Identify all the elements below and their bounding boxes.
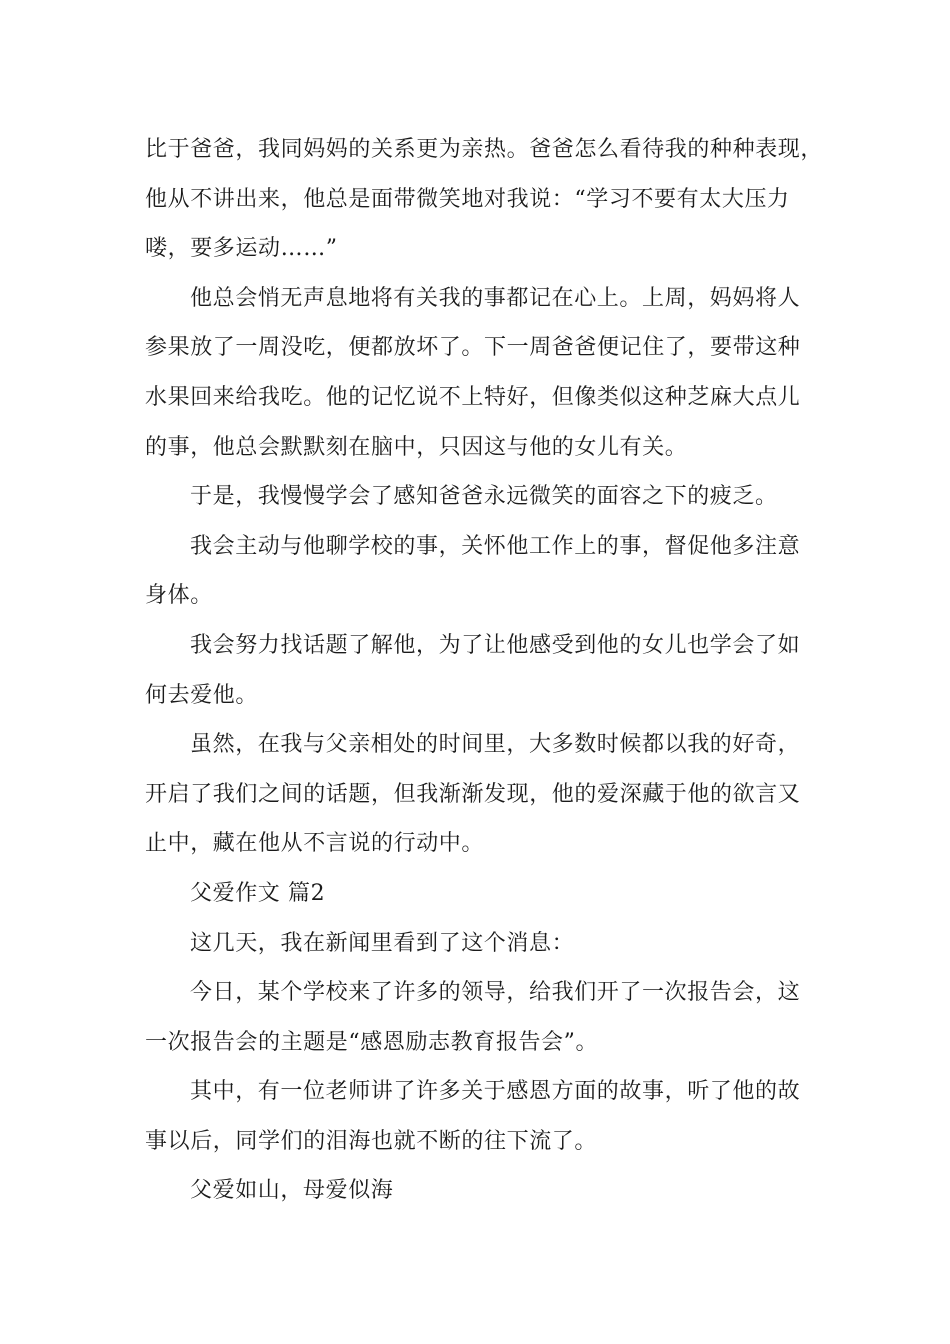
text-line: 比于爸爸，我同妈妈的关系更为亲热。爸爸怎么看待我的种种表现， (145, 137, 824, 162)
text-line: 参果放了一周没吃，便都放坏了。下一周爸爸便记住了，要带这种 (145, 335, 801, 361)
text-line: 何去爱他。 (145, 682, 259, 708)
text-line: 他总会悄无声息地将有关我的事都记在心上。上周，妈妈将人 (190, 285, 801, 311)
text-line: 虽然，在我与父亲相处的时间里，大多数时候都以我的好奇， (190, 732, 801, 758)
paragraph-6 (145, 720, 810, 869)
paragraph-7 (145, 919, 810, 969)
text-line: 这几天，我在新闻里看到了这个消息： (190, 930, 575, 956)
text-line: 父爱如山，母爱似海 (190, 1178, 394, 1204)
paragraph-9 (145, 1067, 810, 1166)
text-line: 今日，某个学校来了许多的领导，给我们开了一次报告会，这 (190, 980, 801, 1006)
text-line: 他从不讲出来，他总是面带微笑地对我说：“学习不要有太大压力 (145, 186, 790, 212)
paragraph-4 (145, 522, 810, 621)
text-line: 我会努力找话题了解他，为了让他感受到他的女儿也学会了如 (190, 632, 801, 658)
text-line: 于是，我慢慢学会了感知爸爸永远微笑的面容之下的疲乏。 (190, 484, 778, 510)
text-line: 身体。 (145, 583, 213, 609)
text-line: 止中，藏在他从不言说的行动中。 (145, 831, 485, 857)
section-heading (145, 869, 810, 919)
heading-text: 父爱作文 篇2 (190, 880, 326, 906)
text-line: 喽，要多运动……” (145, 236, 338, 262)
text-line: 一次报告会的主题是“感恩励志教育报告会”。 (145, 1029, 599, 1055)
text-line: 其中，有一位老师讲了许多关于感恩方面的故事，听了他的故 (190, 1079, 801, 1105)
text-line: 我会主动与他聊学校的事，关怀他工作上的事，督促他多注意 (190, 533, 801, 559)
paragraph-3 (145, 472, 810, 522)
text-line: 水果回来给我吃。他的记忆说不上特好，但像类似这种芝麻大点儿 (145, 384, 801, 410)
paragraph-8 (145, 968, 810, 1067)
document-body (145, 125, 824, 1216)
text-line: 事以后，同学们的泪海也就不断的往下流了。 (145, 1128, 598, 1154)
text-line: 开启了我们之间的话题，但我渐渐发现，他的爱深藏于他的欲言又 (145, 781, 801, 807)
paragraph-10 (145, 1166, 810, 1216)
text-line: 的事，他总会默默刻在脑中，只因这与他的女儿有关。 (145, 434, 688, 460)
paragraph-1 (145, 125, 824, 274)
paragraph-5 (145, 621, 810, 720)
paragraph-2 (145, 274, 810, 472)
